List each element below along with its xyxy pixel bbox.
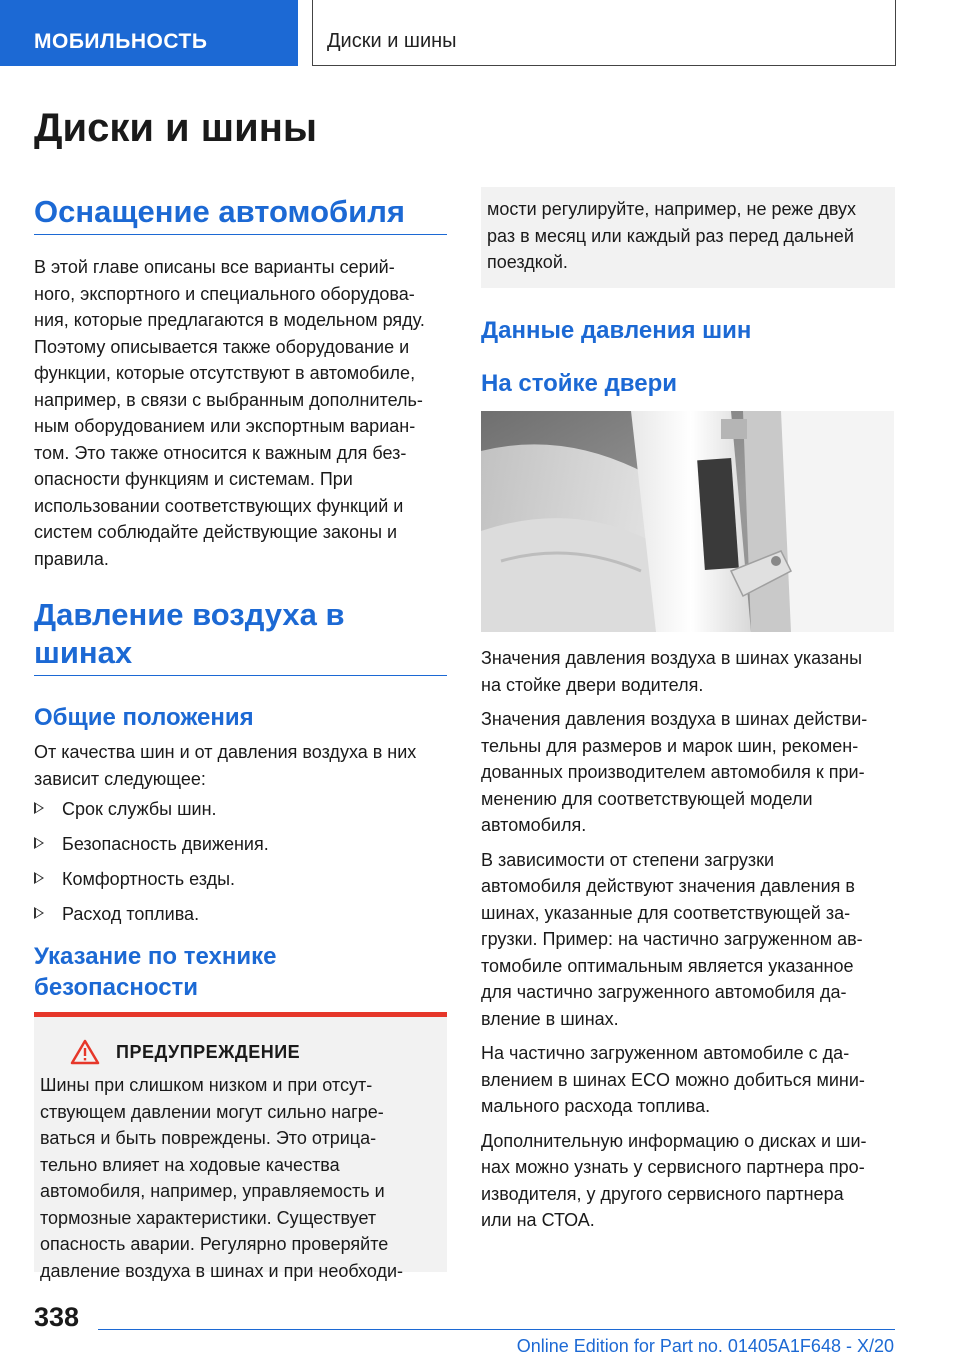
edition-link[interactable]: Online Edition for Part no. 01405A1F648 - X/20 bbox=[516, 1336, 894, 1356]
text-line: вление в шинах. bbox=[481, 1008, 619, 1029]
list-item-text: Расход топлива. bbox=[62, 904, 200, 924]
footer-rule bbox=[98, 1329, 895, 1330]
text-line: мального расхода топлива. bbox=[481, 1096, 711, 1116]
warning-text bbox=[40, 1072, 440, 1284]
text-line: дованных производителем автомобиля к при- bbox=[481, 762, 865, 782]
equipment-rule bbox=[34, 234, 447, 235]
text-line: Дополнительную информацию о дисках и ши- bbox=[481, 1130, 867, 1151]
list-item-text: Срок службы шин. bbox=[62, 799, 217, 819]
text-line: зависит следующее: bbox=[34, 768, 206, 789]
tire-pressure-heading bbox=[34, 596, 447, 672]
text-line: автомобиля, например, управляемость и bbox=[40, 1181, 385, 1201]
text-line: В этой главе описаны все варианты серий- bbox=[34, 257, 395, 277]
text-line: Поэтому описывается также оборудование и bbox=[34, 336, 410, 357]
text-line: В зависимости от степени загрузки bbox=[481, 849, 775, 870]
text-line: От качества шин и от давления воздуха в них bbox=[34, 742, 417, 762]
general-heading: Общие положения bbox=[34, 704, 254, 731]
text-line: ствующем давлении могут сильно нагре- bbox=[40, 1101, 384, 1122]
text-line: опасности функциям и системам. При bbox=[34, 469, 353, 489]
text-line: тельно влияет на ходовые качества bbox=[40, 1154, 340, 1175]
triangle-bullet-icon bbox=[34, 837, 44, 849]
paragraph bbox=[481, 847, 895, 1033]
text-line: использовании соответствующих функций и bbox=[34, 495, 404, 516]
safety-note-heading bbox=[34, 941, 447, 1003]
text-line: систем соблюдайте действующие законы и bbox=[34, 522, 398, 542]
text-line: менению для соответствующей модели bbox=[481, 788, 813, 809]
text-line: грузки. Пример: на частично загруженном ав- bbox=[481, 929, 863, 949]
text-line: изводителя, у другого сервисного партнера bbox=[481, 1183, 844, 1204]
text-line: том. Это также относится к важным для без- bbox=[34, 442, 407, 463]
warning-topbar bbox=[34, 1012, 447, 1017]
triangle-bullet-icon bbox=[34, 907, 44, 919]
text-line: Значения давления воздуха в шинах действи- bbox=[481, 709, 868, 729]
list-item bbox=[34, 901, 447, 927]
section-tab[interactable]: МОБИЛЬНОСТЬ bbox=[0, 0, 298, 66]
text-line: тельны для размеров и марок шин, рекомен- bbox=[481, 735, 859, 756]
paragraph bbox=[481, 706, 895, 839]
text-line: автомобиля действуют значения давления в bbox=[481, 876, 855, 896]
safety-heading-line: Указание по технике bbox=[34, 943, 277, 970]
general-intro bbox=[34, 739, 447, 792]
door-pillar-illustration bbox=[481, 411, 894, 632]
list-item bbox=[34, 796, 447, 822]
text-line: На частично загруженном автомобиле с да- bbox=[481, 1043, 850, 1063]
text-line: шинах, указанные для соответствующей за- bbox=[481, 902, 851, 923]
door-pillar-photo bbox=[481, 411, 894, 632]
text-line: тормозные характеристики. Существует bbox=[40, 1207, 377, 1228]
text-line: автомобиля. bbox=[481, 815, 587, 835]
page-header bbox=[0, 0, 960, 66]
page-title: Диски и шины bbox=[34, 106, 318, 150]
factor-list bbox=[34, 796, 447, 927]
list-item bbox=[34, 866, 447, 892]
text-line: поездкой. bbox=[487, 252, 568, 272]
text-line: опасность аварии. Регулярно проверяйте bbox=[40, 1234, 389, 1254]
text-line: влением в шинах ECO можно добиться мини- bbox=[481, 1069, 865, 1090]
door-pillar-heading: На стойке двери bbox=[481, 370, 678, 397]
triangle-bullet-icon bbox=[34, 872, 44, 884]
text-line: ным оборудованием или экспортным вариан- bbox=[34, 416, 416, 436]
text-line: на стойке двери водителя. bbox=[481, 674, 704, 695]
text-line: или на СТОА. bbox=[481, 1210, 595, 1230]
text-line: для частично загруженного автомобиля да- bbox=[481, 982, 847, 1002]
text-line: раз в месяц или каждый раз перед дальней bbox=[487, 225, 854, 246]
text-line: мости регулируйте, например, не реже двух bbox=[487, 199, 857, 219]
equipment-heading: Оснащение автомобиля bbox=[34, 194, 405, 229]
list-item bbox=[34, 831, 447, 857]
paragraph bbox=[481, 645, 895, 698]
text-line: ния, которые предлагаются в модельном ряду. bbox=[34, 310, 425, 330]
text-line: ваться и быть повреждены. Это отрица- bbox=[40, 1128, 377, 1148]
text-line: Значения давления воздуха в шинах указаны bbox=[481, 648, 863, 668]
tire-pressure-heading-line: Давление воздуха в bbox=[34, 597, 345, 632]
tire-pressure-heading-line: шинах bbox=[34, 635, 133, 670]
text-line: например, в связи с выбранным дополнитель- bbox=[34, 389, 423, 410]
warning-title: ПРЕДУПРЕЖДЕНИЕ bbox=[116, 1042, 301, 1062]
paragraph bbox=[481, 1128, 895, 1234]
tire-pressure-rule bbox=[34, 675, 447, 676]
pressure-data-heading: Данные давления шин bbox=[481, 317, 752, 344]
safety-heading-line: безопасности bbox=[34, 974, 199, 1001]
warning-continued-text bbox=[487, 196, 887, 276]
paragraph bbox=[481, 1040, 895, 1120]
equipment-paragraph bbox=[34, 254, 447, 572]
text-line: функции, которые отсутствуют в автомобиле, bbox=[34, 363, 416, 383]
text-line: правила. bbox=[34, 548, 109, 569]
warning-continuation-box bbox=[481, 187, 895, 288]
list-item-text: Безопасность движения. bbox=[62, 834, 269, 854]
text-line: нах можно узнать у сервисного партнера про- bbox=[481, 1157, 865, 1177]
pressure-data-text bbox=[481, 645, 895, 1234]
text-line: ного, экспортного и специального оборудова- bbox=[34, 283, 415, 304]
page-number: 338 bbox=[34, 1302, 80, 1332]
warning-box bbox=[34, 1012, 447, 1281]
chapter-label: Диски и шины bbox=[312, 0, 896, 66]
warning-triangle-icon bbox=[70, 1039, 100, 1065]
triangle-bullet-icon bbox=[34, 802, 44, 814]
list-item-text: Комфортность езды. bbox=[62, 869, 236, 889]
text-line: Шины при слишком низком и при отсут- bbox=[40, 1075, 373, 1095]
text-line: давление воздуха в шинах и при необходи- bbox=[40, 1260, 404, 1281]
text-line: томобиле оптимальным является указанное bbox=[481, 955, 854, 976]
